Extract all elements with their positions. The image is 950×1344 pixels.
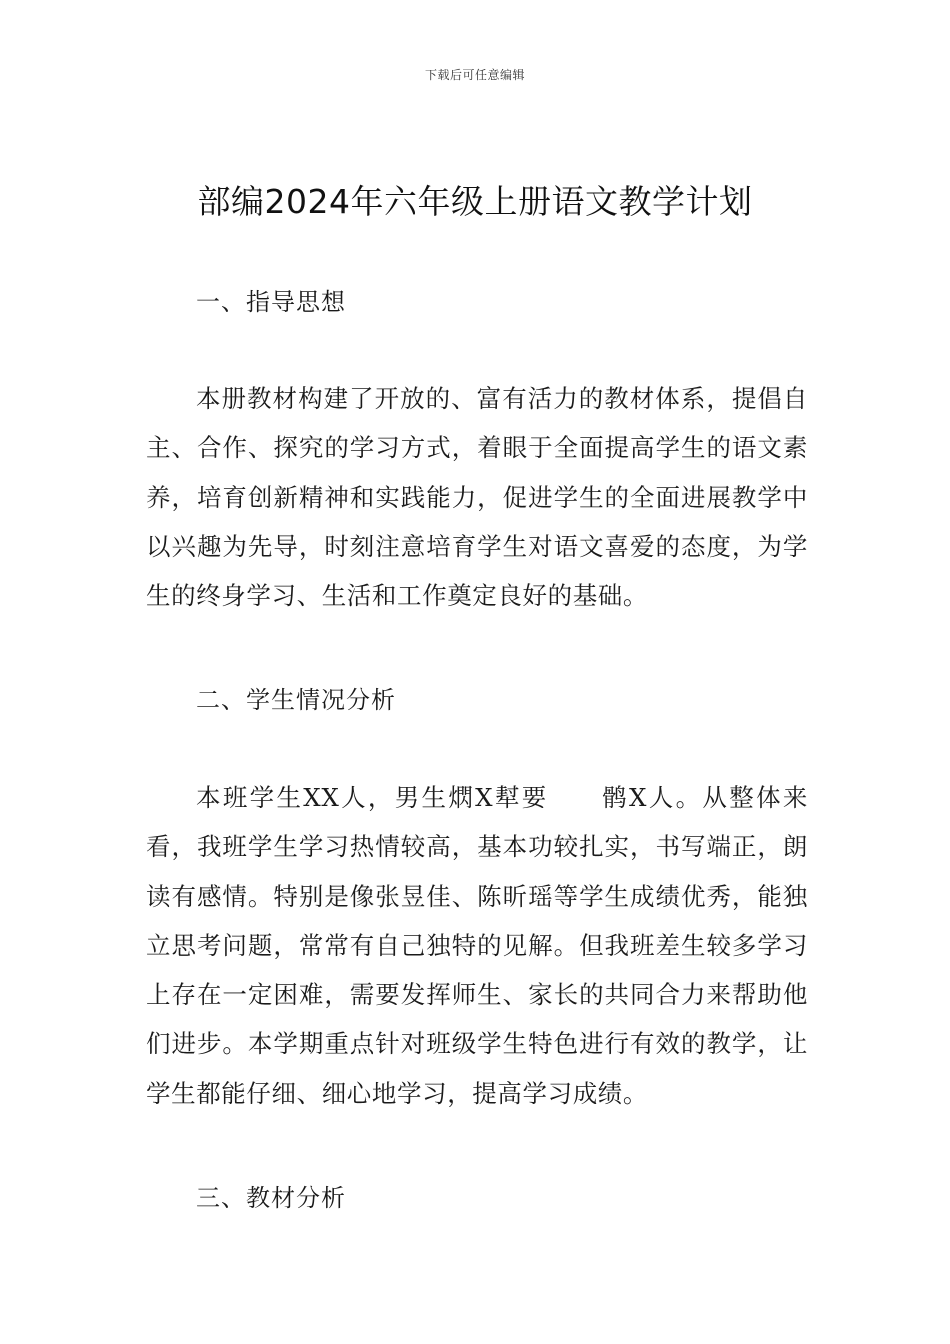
- header-note: 下载后可任意编辑: [424, 68, 525, 82]
- section-paragraph-guiding-thought: 本册教材构建了开放的、富有活力的教材体系，提倡自主、合作、探究的学习方式，着眼于全面提高学生的语文素养，培育创新精神和实践能力，促进学生的全面进展教学中以兴趣为先导，时刻注意培育学生对语文喜爱的态度，为学生的终身学习、生活和工作奠定良好的基础。: [146, 384, 808, 611]
- document-title: 部编2024年六年级上册语文教学计划: [197, 182, 753, 221]
- section-heading-student-analysis: 二、学生情况分析: [196, 686, 396, 714]
- section-heading-guiding-thought: 一、指导思想: [196, 288, 346, 316]
- section-heading-textbook-analysis: 三、教材分析: [196, 1184, 346, 1212]
- section-paragraph-student-analysis: 本班学生XX人，男生熌X犎要 鹘X人。从整体来看，我班学生学习热情较高，基本功较扎实，书写端正，朗读有感情。特别是像张昱佳、陈昕瑶等学生成绩优秀，能独立思考问题，常常有自己独特的见解。但我班差生较多学习上存在一定困难，需要发挥师生、家长的共同合力来帮助他们进步。本学期重点针对班级学生特色进行有效的教学，让学生都能仔细、细心地学习，提高学习成绩。: [146, 783, 808, 1108]
